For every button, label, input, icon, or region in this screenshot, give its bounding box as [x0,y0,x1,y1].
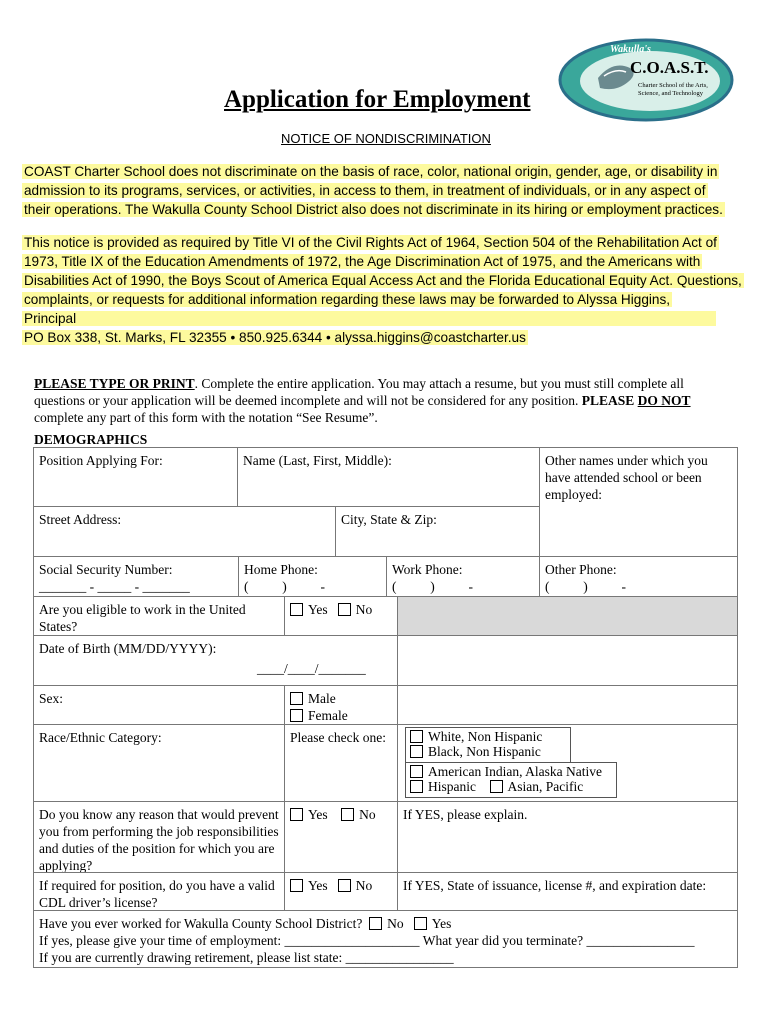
race-label: Race/Ethnic Category: [33,724,285,802]
asian-label: Asian, Pacific [507,779,584,794]
sex-empty [397,685,738,725]
position-label: Position Applying For: [39,453,163,468]
prior-employment-field[interactable] [33,910,738,968]
worked-question: Have you ever worked for Wakulla County School District? [39,916,363,931]
terminate-year-line: What year did you terminate? ________________ [422,933,695,948]
male-checkbox[interactable] [290,692,303,705]
logo-line3: Charter School of the Arts, [638,82,708,89]
worked-yes-checkbox[interactable] [414,917,427,930]
work-phone-label: Work Phone: [392,562,463,577]
ssn-field[interactable] [33,556,239,597]
white-checkbox[interactable] [410,730,423,743]
prevent-question: Do you know any reason that would prevent you from performing the job responsibilities and duties of the position for which you are applying? [33,801,285,873]
dob-field[interactable] [33,635,398,686]
prevent-yes-checkbox[interactable] [290,808,303,821]
para1-line: COAST Charter School does not discriminate on the basis of race, color, national origin, gender, age, or disability in [24,164,718,179]
home-phone-field[interactable] [238,556,387,597]
eligible-yes-label: Yes [308,602,328,617]
name-label: Name (Last, First, Middle): [243,453,392,468]
cdl-options [284,872,398,911]
para2-line: complaints, or requests for additional information regarding these laws may be forwarded to Alyssa Higgins, [24,292,671,307]
contact-line: PO Box 338, St. Marks, FL 32355 • 850.925.6344 • alyssa.higgins@coastcharter.us [24,330,526,345]
instructions-donot: DO NOT [637,393,691,408]
other-phone-label: Other Phone: [545,562,617,577]
prevent-explain-label: If YES, please explain. [403,807,528,822]
male-label: Male [308,691,336,706]
logo-line1: Wakulla's [610,44,651,55]
dob-empty [397,635,738,686]
para1-line: their operations. The Wakulla County School District also does not discriminate in its hiring or employment practices. [24,202,723,217]
para1-line: admission to its programs, services, or activities, in access to them, in treatment of individuals, or in any aspect of [24,183,706,198]
eligible-question: Are you eligible to work in the United States? [33,596,285,636]
eligible-options [284,596,398,636]
black-label: Black, Non Hispanic [428,744,541,759]
name-field[interactable] [237,447,540,507]
eligible-no-label: No [355,602,373,617]
please-check-one: Please check one: [284,724,398,802]
home-phone-label: Home Phone: [244,562,318,577]
hispanic-label: Hispanic [428,779,476,794]
cdl-question: If required for position, do you have a valid CDL driver’s license? [33,872,285,911]
employment-time-line: If yes, please give your time of employment: ____________________ [39,933,420,948]
other-names-field[interactable] [539,447,738,557]
race-box-2 [405,762,617,798]
female-label: Female [308,708,348,723]
asian-checkbox[interactable] [490,780,503,793]
dob-label: Date of Birth (MM/DD/YYYY): [39,641,217,656]
retirement-line: If you are currently drawing retirement, please list state: ________________ [39,950,454,965]
shaded-cell [397,596,738,636]
female-checkbox[interactable] [290,709,303,722]
instructions-text2: complete any part of this form with the notation “See Resume”. [34,410,378,425]
cdl-details-label: If YES, State of issuance, license #, and expiration date: [403,878,707,893]
sex-options [284,685,398,725]
worked-yes-label: Yes [431,916,452,931]
street-field[interactable] [33,506,336,557]
ssn-label: Social Security Number: [39,562,173,577]
city-field[interactable] [335,506,540,557]
prevent-yes-label: Yes [308,807,328,822]
american-indian-checkbox[interactable] [410,765,423,778]
logo-line2: C.O.A.S.T. [630,58,709,77]
instructions [34,375,734,426]
para2-line: Disabilities Act of 1990, the Boys Scout of America Equal Access Act and the Florida Educational Equity Act. Questions, [24,273,742,288]
sex-label: Sex: [33,685,285,725]
home-phone-blank: ( ) - [244,579,325,594]
street-label: Street Address: [39,512,122,527]
coast-logo [558,38,734,122]
position-field[interactable] [33,447,238,507]
cdl-no-label: No [355,878,373,893]
work-phone-blank: ( ) - [392,579,473,594]
logo-line4: Science, and Technology [638,90,703,97]
american-indian-label: American Indian, Alaska Native [428,764,602,779]
cdl-yes-checkbox[interactable] [290,879,303,892]
other-names-label: Other names under which you have attended school or been employed: [545,453,708,502]
worked-no-checkbox[interactable] [369,917,382,930]
para2-line: Principal [22,311,716,326]
cdl-details-field[interactable] [397,872,738,911]
dob-blank: ____/____/_______ [257,661,366,676]
prevent-no-checkbox[interactable] [341,808,354,821]
other-phone-blank: ( ) - [545,579,626,594]
worked-no-label: No [387,916,404,931]
para2-line: 1973, Title IX of the Education Amendments of 1972, the Age Discrimination Act of 1975, and the Americans with [24,254,701,269]
instructions-please: PLEASE [581,393,638,408]
nondiscrimination-paragraph [22,162,762,219]
cdl-no-checkbox[interactable] [338,879,351,892]
hispanic-checkbox[interactable] [410,780,423,793]
black-checkbox[interactable] [410,745,423,758]
race-box-1 [405,727,571,763]
page-title: Application for Employment [224,86,531,113]
work-phone-field[interactable] [386,556,540,597]
para2-line: This notice is provided as required by Title VI of the Civil Rights Act of 1964, Section 504 of the Rehabilitation Act of [24,235,717,250]
prevent-explain-field[interactable] [397,801,738,873]
prevent-no-label: No [359,807,376,822]
city-label: City, State & Zip: [341,512,437,527]
eligible-no-checkbox[interactable] [338,603,351,616]
instructions-text: . Complete the entire application. You may attach a resume, but you must still complete all questions or your application will be deemed incomplete and will not be considered for any position. [34,376,684,408]
white-label: White, Non Hispanic [428,729,543,744]
eligible-yes-checkbox[interactable] [290,603,303,616]
demographics-heading: DEMOGRAPHICS [34,432,148,447]
cdl-yes-label: Yes [308,878,328,893]
ssn-blank: _______ - _____ - _______ [39,579,190,594]
other-phone-field[interactable] [539,556,738,597]
instructions-lead: PLEASE TYPE OR PRINT [34,376,195,391]
notice-heading: NOTICE OF NONDISCRIMINATION [281,131,491,146]
prevent-options [284,801,398,873]
notice-paragraph [22,233,762,347]
